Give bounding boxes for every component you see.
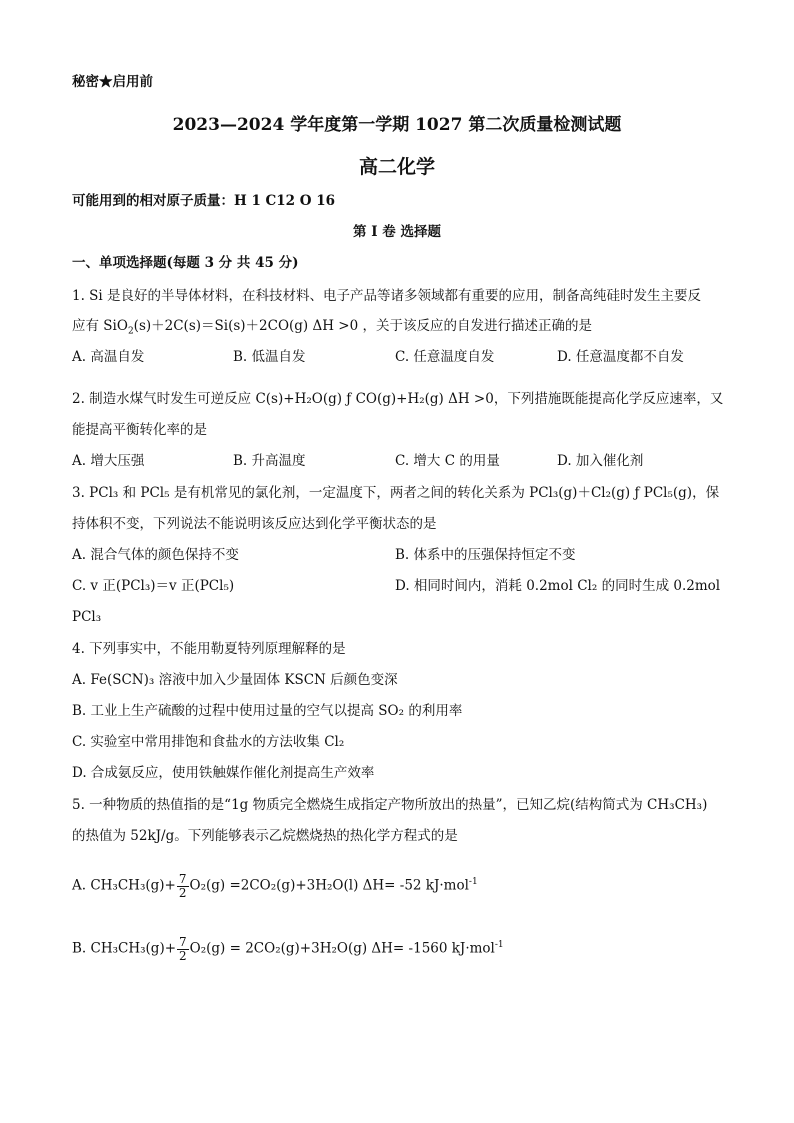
exam-title: 2023—2024 学年度第一学期 1027 第二次质量检测试题	[172, 115, 622, 135]
q3-option-d: D. 相同时间内，消耗 0.2mol Cl₂ 的同时生成 0.2mol	[395, 578, 721, 594]
q5-option-a: A. CH₃CH₃(g)+ $\frac{7}{2}$ O₂(g) =2CO₂(g)+3H₂O(l) ΔH= -52 kJ·mol$^{-1}$	[72, 871, 478, 900]
q2-option-a: A. 增大压强	[72, 453, 145, 469]
q5-option-b: B. CH₃CH₃(g)+ $\frac{7}{2}$ O₂(g) = 2CO₂(g)+3H₂O(g) ΔH= -1560 kJ·mol$^{-1}$	[72, 934, 504, 963]
q1-option-d: D. 任意温度都不自发	[557, 349, 684, 365]
q3-option-d-cont: PCl₃	[72, 609, 102, 625]
q2-option-c: C. 增大 C 的用量	[395, 453, 500, 469]
q4-stem: 4. 下列事实中，不能用勒夏特列原理解释的是	[72, 641, 346, 657]
section-heading: 一、单项选择题(每题 3 分 共 45 分)	[72, 255, 299, 271]
q2-stem-line1: 2. 制造水煤气时发生可逆反应 C(s)+H₂O(g) ƒ CO(g)+H₂(g) ΔH >0，下列措施既能提高化学反应速率，又	[72, 391, 724, 407]
subject-title: 高二化学	[358, 156, 435, 178]
q2-stem-line2: 能提高平衡转化率的是	[72, 422, 207, 438]
atomic-mass-line: 可能用到的相对原子质量：H 1 C12 O 16	[72, 193, 336, 209]
q4-option-c: C. 实验室中常用排饱和食盐水的方法收集 Cl₂	[72, 734, 345, 750]
q2-option-d: D. 加入催化剂	[557, 453, 644, 469]
q1-stem-line2: 应有 SiO$_2$(s)＋2C(s)＝Si(s)＋2CO(g) ΔH >0 ，关于该反应的自发进行描述正确的是	[72, 318, 592, 337]
q5-stem-line2: 的热值为 52kJ/g。下列能够表示乙烷燃烧热的热化学方程式的是	[72, 828, 458, 844]
q1-option-c: C. 任意温度自发	[395, 349, 495, 365]
q4-option-a: A. Fe(SCN)₃ 溶液中加入少量固体 KSCN 后颜色变深	[72, 672, 398, 688]
q3-option-a: A. 混合气体的颜色保持不变	[72, 547, 239, 563]
q3-stem-line1: 3. PCl₃ 和 PCl₅ 是有机常见的氯化剂，一定温度下，两者之间的转化关系为 PCl₃(g)＋Cl₂(g) ƒ PCl₅(g)，保	[72, 485, 720, 501]
part-title: 第 I 卷 选择题	[353, 224, 441, 240]
q1-option-a: A. 高温自发	[72, 349, 145, 365]
fraction-seven-halves: $\frac{7}{2}$	[179, 934, 187, 963]
q4-option-d: D. 合成氨反应，使用铁触媒作催化剂提高生产效率	[72, 765, 375, 781]
q1-stem-line1: 1. Si 是良好的半导体材料，在科技材料、电子产品等诸多领域都有重要的应用，制备高纯硅时发生主要反	[72, 288, 702, 304]
fraction-seven-halves: $\frac{7}{2}$	[178, 871, 187, 900]
q1-option-b: B. 低温自发	[233, 349, 306, 365]
q5-stem-line1: 5. 一种物质的热值指的是“1g 物质完全燃烧生成指定产物所放出的热量”，已知乙烷(结构简式为 CH₃CH₃)	[72, 797, 708, 813]
q3-stem-line2: 持体积不变，下列说法不能说明该反应达到化学平衡状态的是	[72, 516, 437, 532]
q3-option-c: C. v 正(PCl₃)＝v 正(PCl₅)	[72, 578, 235, 594]
q2-option-b: B. 升高温度	[233, 453, 306, 469]
q3-option-b: B. 体系中的压强保持恒定不变	[395, 547, 576, 563]
q4-option-b: B. 工业上生产硫酸的过程中使用过量的空气以提高 SO₂ 的利用率	[72, 703, 463, 719]
secret-label: 秘密★启用前	[72, 74, 153, 90]
